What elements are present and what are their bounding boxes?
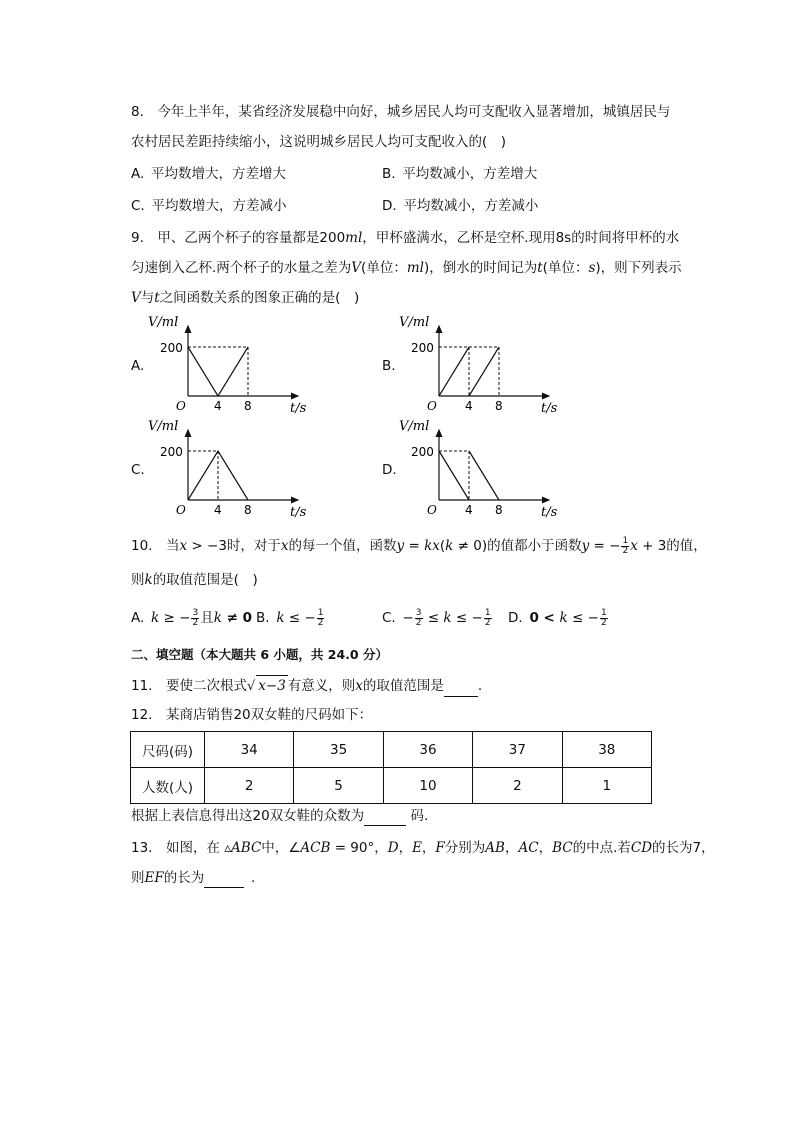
x-tick-4: 4 xyxy=(214,399,222,413)
x-tick-8: 8 xyxy=(244,399,252,413)
fraction: $\frac{1}{2}$ xyxy=(622,535,629,556)
q12-after: 根据上表信息得出这20双女鞋的众数为 码. xyxy=(131,808,429,824)
answer-blank[interactable] xyxy=(204,873,244,888)
q10-option-c: C. − $\frac{3}{2}$ ≤ k ≤ − $\frac{1}{2}$ xyxy=(382,607,491,628)
q12-intro: 12. 某商店销售20双女鞋的尺码如下： xyxy=(131,707,373,723)
x-tick-4: 4 xyxy=(465,503,473,517)
table-cell: 35 xyxy=(294,732,383,768)
q9-graph-label-c: C. xyxy=(131,462,145,478)
origin-label: O xyxy=(427,503,437,517)
table-cell: 人数(人) xyxy=(131,768,205,804)
q9-graph-label-a: A. xyxy=(131,358,145,374)
y-axis-label: V/ml xyxy=(148,419,179,434)
y-tick: 200 xyxy=(411,341,434,355)
table-cell: 1 xyxy=(562,768,651,804)
table-cell: 34 xyxy=(205,732,294,768)
q10-option-d: D. 0 < k ≤ − $\frac{1}{2}$ xyxy=(508,607,607,628)
y-tick: 200 xyxy=(160,341,183,355)
table-cell: 2 xyxy=(205,768,294,804)
q9-line1: 9. 甲、乙两个杯子的容量都是200ml，甲杯盛满水，乙杯是空杯.现用8s的时间将甲杯的水 xyxy=(131,230,680,246)
y-tick: 200 xyxy=(411,445,434,459)
y-tick: 200 xyxy=(160,445,183,459)
x-tick-8: 8 xyxy=(495,399,503,413)
origin-label: O xyxy=(427,399,437,413)
table-cell: 10 xyxy=(383,768,472,804)
q9-graph-b xyxy=(399,312,569,416)
q8-option-d: D. 平均数减小，方差减小 xyxy=(382,198,539,214)
q10-option-b: B. k ≤ − $\frac{1}{2}$ xyxy=(256,607,324,628)
x-axis-label: t/s xyxy=(541,401,558,416)
q9-line2: 匀速倒入乙杯.两个杯子的水量之差为V(单位：ml)，倒水的时间记为t(单位：s)，则下列表示 xyxy=(131,260,682,276)
q8-option-b: B. 平均数减小，方差增大 xyxy=(382,166,538,182)
q10-option-a: A. k ≥ − $\frac{3}{2}$ 且k ≠ 0 xyxy=(131,607,252,628)
origin-label: O xyxy=(176,503,186,517)
origin-label: O xyxy=(176,399,186,413)
y-axis-label: V/ml xyxy=(399,315,430,330)
q13-line1: 13. 如图，在 ▵ABC中，∠ACB = 90°，D，E，F分别为AB，AC，BC的中点.若CD的长为7， xyxy=(131,840,715,856)
table-row xyxy=(131,732,652,768)
q9-line3: V与t之间函数关系的图象正确的是( ) xyxy=(131,290,360,306)
table-cell: 尺码(码) xyxy=(131,732,205,768)
graph-line xyxy=(188,347,248,396)
q9-graph-c xyxy=(148,416,318,520)
graph-line xyxy=(469,347,499,396)
q11-line: 11. 要使二次根式√ x−3 有意义，则x的取值范围是 . xyxy=(131,675,482,697)
q10-line2: 则k的取值范围是( ) xyxy=(131,572,258,588)
x-axis-label: t/s xyxy=(290,505,307,520)
y-axis-label: V/ml xyxy=(399,419,430,434)
section-heading: 二、填空题（本大题共 6 小题，共 24.0 分） xyxy=(131,647,388,662)
shoe-size-table xyxy=(130,731,652,804)
x-tick-8: 8 xyxy=(244,503,252,517)
table-cell: 36 xyxy=(383,732,472,768)
x-tick-8: 8 xyxy=(495,503,503,517)
q9-graph-a xyxy=(148,312,318,416)
answer-blank[interactable] xyxy=(364,811,406,826)
graph-line xyxy=(469,451,499,500)
x-axis-label: t/s xyxy=(541,505,558,520)
q10-line1: 10. 当x > −3时，对于x的每一个值，函数y = kx(k ≠ 0)的值都小于函数y = − $\frac{1}{2}$ x + 3的值， xyxy=(131,535,707,556)
q9-graph-d xyxy=(399,416,569,520)
q8-option-a: A. 平均数增大，方差增大 xyxy=(131,166,287,182)
q13-line2: 则EF的长为 . xyxy=(131,870,256,886)
q8-line2: 农村居民差距持续缩小，这说明城乡居民人均可支配收入的( ) xyxy=(131,134,507,150)
q8-option-c: C. 平均数增大，方差减小 xyxy=(131,198,287,214)
table-cell: 5 xyxy=(294,768,383,804)
graph-line xyxy=(439,347,469,396)
table-cell: 2 xyxy=(473,768,562,804)
table-cell: 38 xyxy=(562,732,651,768)
graph-line xyxy=(439,451,469,500)
y-axis-label: V/ml xyxy=(148,315,179,330)
q8-line1: 8. 今年上半年，某省经济发展稳中向好，城乡居民人均可支配收入显著增加，城镇居民与 xyxy=(131,104,671,120)
q9-graph-label-b: B. xyxy=(382,358,396,374)
table-cell: 37 xyxy=(473,732,562,768)
x-tick-4: 4 xyxy=(465,399,473,413)
answer-blank[interactable] xyxy=(444,682,478,697)
x-axis-label: t/s xyxy=(290,401,307,416)
table-row xyxy=(131,768,652,804)
q9-graph-label-d: D. xyxy=(382,462,397,478)
x-tick-4: 4 xyxy=(214,503,222,517)
